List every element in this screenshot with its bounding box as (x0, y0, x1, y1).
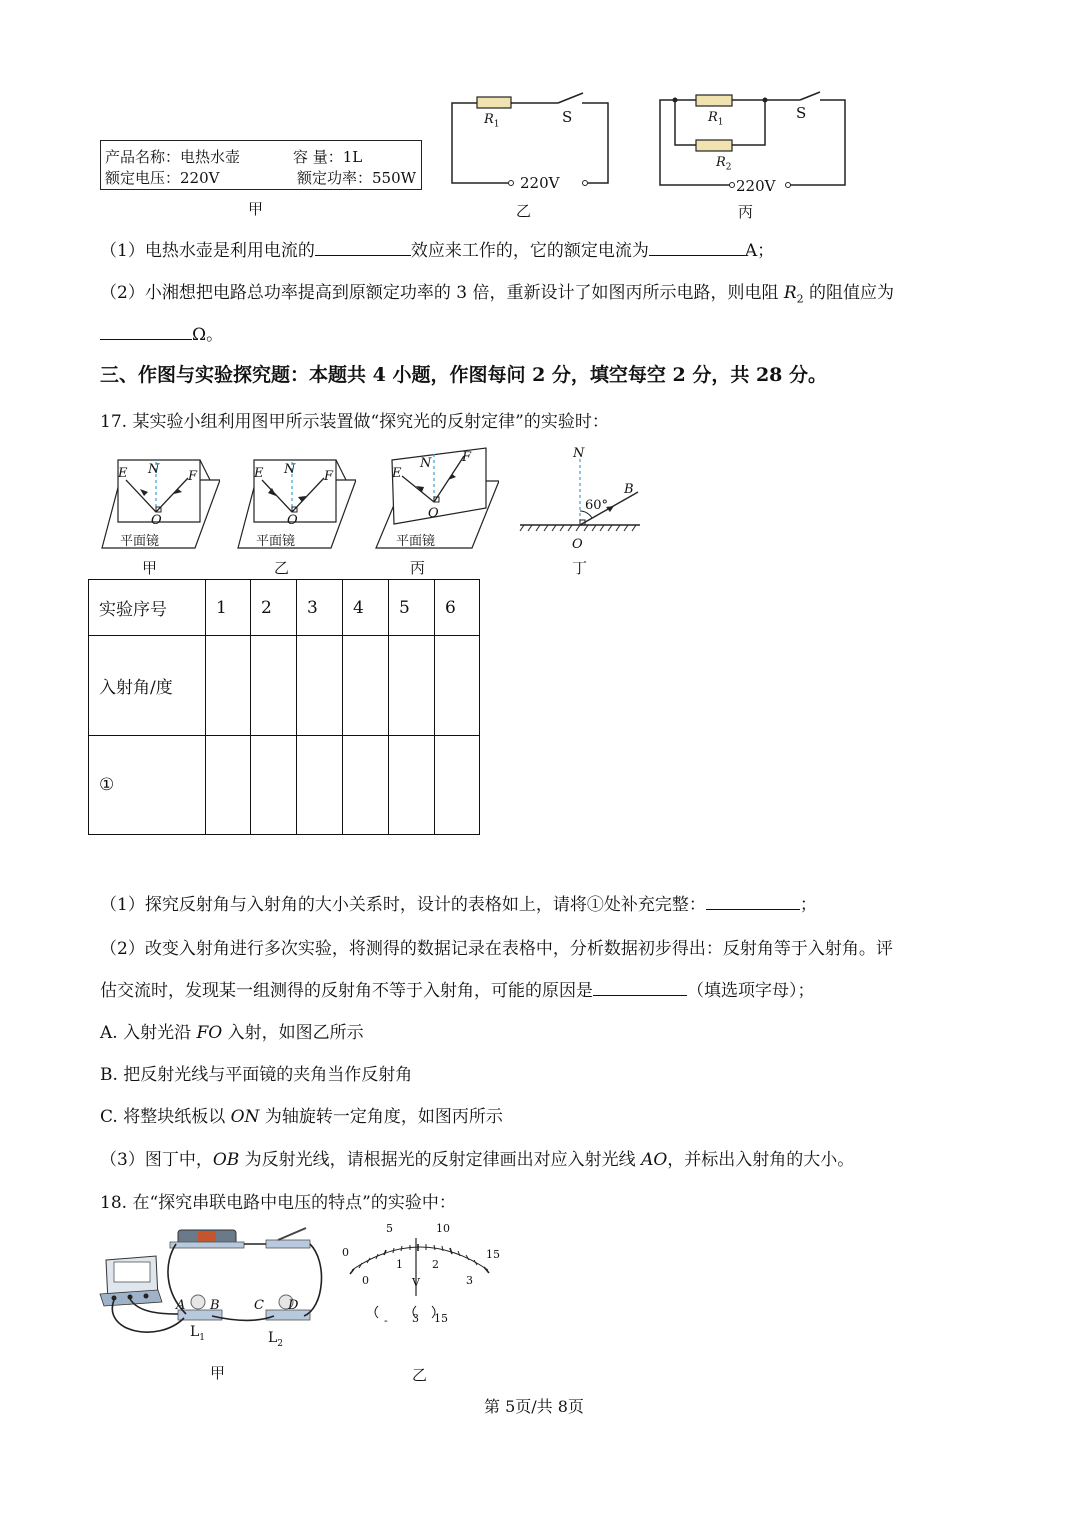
table-header-cell: ① (89, 736, 206, 835)
jia-label-O: O (151, 513, 162, 528)
table-cell[interactable] (206, 736, 251, 835)
jia-label-F: F (188, 469, 198, 484)
terminal-D: D (288, 1298, 299, 1313)
bing-label-O: O (428, 506, 439, 521)
ding-label-N: N (573, 446, 585, 461)
terminal-15: 15 (434, 1312, 448, 1325)
caption-fig-jia: 甲 (142, 559, 158, 577)
q17-part2-cont: 估交流时，发现某一组测得的反射角不等于入射角，可能的原因是 （填选项字母）； (100, 981, 815, 1001)
blank-option[interactable] (593, 979, 687, 996)
q17-part2: （2）改变入射角进行多次实验，将测得的数据记录在表格中，分析数据初步得出：反射角等于入射角。评 (100, 939, 893, 959)
bing-label-E: E (392, 466, 402, 481)
spec-voltage: 额定电压：220V (105, 169, 220, 187)
spec-name: 产品名称：电热水壶 (105, 148, 241, 166)
table-cell[interactable] (206, 636, 251, 736)
yi-r1-label: $R_1$ (484, 112, 500, 130)
bing-voltage-label: 220V (736, 177, 776, 195)
dial-bottom-0: 0 (362, 1274, 369, 1287)
dial-top-15: 15 (486, 1248, 500, 1261)
table-row (89, 636, 480, 736)
blank-resistance[interactable] (100, 323, 192, 340)
dial-top-0: 0 (342, 1246, 349, 1259)
table-cell[interactable] (297, 636, 343, 736)
caption-bing: 丙 (738, 203, 754, 221)
caption-jia: 甲 (248, 200, 264, 218)
table-row (89, 580, 480, 636)
bing-r1-label: $R_1$ (708, 110, 724, 128)
bulb-L1-label: $L_1$ (190, 1324, 206, 1343)
caption-fig-yi: 乙 (274, 559, 290, 577)
ding-label-O: O (572, 537, 583, 552)
option-b: B. 把反射光线与平面镜的夹角当作反射角 (100, 1065, 413, 1085)
table-cell[interactable] (343, 636, 389, 736)
caption-q18-jia: 甲 (210, 1364, 226, 1382)
table-cell: 2 (251, 580, 297, 636)
q16-part2-cont: Ω。 (100, 320, 223, 345)
jia-label-N: N (148, 462, 160, 477)
dial-top-5: 5 (386, 1222, 393, 1235)
bulb-L2-label: $L_2$ (268, 1330, 284, 1349)
table-cell[interactable] (435, 636, 480, 736)
dial-bottom-1: 1 (396, 1258, 403, 1271)
blank-effect[interactable] (315, 239, 411, 256)
jia-mirror-label: 平面镜 (120, 534, 160, 549)
yi-label-E: E (254, 466, 264, 481)
spec-power: 额定功率：550W (297, 169, 417, 187)
table-header-cell: 实验序号 (89, 580, 206, 636)
caption-yi: 乙 (516, 202, 532, 220)
option-a: A. 入射光沿 FO 入射，如图乙所示 (100, 1023, 364, 1043)
terminal-minus: - (384, 1314, 388, 1327)
q17-part1: （1）探究反射角与入射角的大小关系时，设计的表格如上，请将①处补充完整： ； (100, 895, 817, 915)
table-cell[interactable] (435, 736, 480, 835)
jia-label-E: E (118, 466, 128, 481)
bing-label-F: F (462, 450, 472, 465)
bing-r2-label: $R_2$ (716, 155, 732, 173)
caption-fig-ding: 丁 (572, 559, 588, 577)
dial-unit: V (412, 1276, 420, 1289)
table-cell[interactable] (343, 736, 389, 835)
q16-part2: （2）小湘想把电路总功率提高到原额定功率的 3 倍，重新设计了如图丙所示电路，则电阻 $R_2$ 的阻值应为 (100, 283, 895, 306)
dial-bottom-3: 3 (466, 1274, 473, 1287)
mirror-figure-yi (236, 450, 356, 550)
bing-label-N: N (420, 456, 432, 471)
table-cell: 3 (297, 580, 343, 636)
experiment-table (88, 579, 480, 835)
mirror-figure-jia (100, 450, 220, 550)
spec-capacity: 容 量：1L (293, 148, 363, 166)
table-cell[interactable] (251, 736, 297, 835)
table-cell[interactable] (389, 636, 435, 736)
caption-q18-yi: 乙 (412, 1366, 428, 1384)
ding-label-B: B (624, 482, 634, 497)
yi-label-F: F (324, 469, 334, 484)
table-cell: 6 (435, 580, 480, 636)
option-c: C. 将整块纸板以 ON 为轴旋转一定角度，如图丙所示 (100, 1107, 503, 1127)
blank-reflection-angle[interactable] (706, 893, 800, 910)
table-header-cell: 入射角/度 (89, 636, 206, 736)
table-cell: 4 (343, 580, 389, 636)
series-circuit-apparatus (98, 1222, 328, 1352)
q16-part1: （1）电热水壶是利用电流的 效应来工作的，它的额定电流为 A； (100, 241, 775, 261)
caption-fig-bing: 丙 (410, 559, 426, 577)
bing-mirror-label: 平面镜 (396, 534, 436, 549)
table-cell[interactable] (251, 636, 297, 736)
mirror-figure-bing (374, 446, 499, 550)
ding-angle-label: 60° (585, 498, 609, 513)
terminal-A: A (176, 1298, 186, 1313)
yi-voltage-label: 220V (520, 174, 560, 192)
bing-switch-label: S (796, 104, 807, 122)
yi-label-O: O (287, 513, 298, 528)
q18-intro: 18. 在“探究串联电路中电压的特点”的实验中： (100, 1193, 456, 1213)
yi-label-N: N (284, 462, 296, 477)
section-heading: 三、作图与实验探究题：本题共 4 小题，作图每问 2 分，填空每空 2 分，共 28 分。 (100, 364, 828, 386)
dial-bottom-2: 2 (432, 1258, 439, 1271)
terminal-C: C (254, 1298, 264, 1313)
table-cell: 5 (389, 580, 435, 636)
q17-part3: （3）图丁中，OB 为反射光线，请根据光的反射定律画出对应入射光线 AO，并标出入射角的大小。 (100, 1150, 855, 1170)
blank-current[interactable] (649, 239, 745, 256)
terminal-B: B (210, 1298, 220, 1313)
spec-box (100, 140, 422, 190)
page-footer: 第 5页/共 8页 (484, 1397, 584, 1416)
table-row (89, 736, 480, 835)
yi-mirror-label: 平面镜 (256, 534, 296, 549)
dial-top-10: 10 (436, 1222, 450, 1235)
table-cell[interactable] (389, 736, 435, 835)
yi-switch-label: S (562, 108, 573, 126)
q17-intro: 17. 某实验小组利用图甲所示装置做“探究光的反射定律”的实验时： (100, 412, 609, 432)
table-cell: 1 (206, 580, 251, 636)
terminal-3: 3 (412, 1312, 419, 1325)
table-cell[interactable] (297, 736, 343, 835)
